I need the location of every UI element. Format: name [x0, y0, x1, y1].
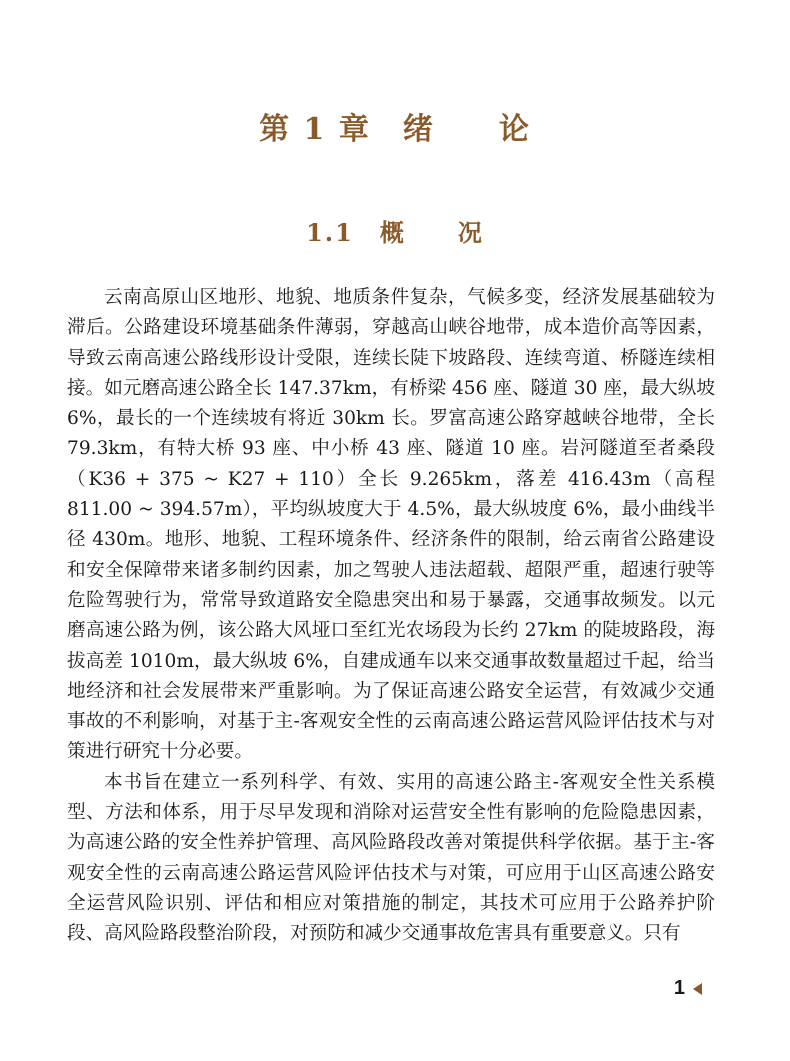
paragraph-2: 本书旨在建立一系列科学、有效、实用的高速公路主-客观安全性关系模型、方法和体系，用于尽早发现和消除对运营安全性有影响的危险隐患因素，为高速公路的安全性养护管理、高风险路段改善对策提供科学依据。基于主-客观安全性的云南高速公路运营风险评估技术与对策，可应用于山区高速公路安全运营风险识别、评估和相应对策措施的制定，其技术可应用于公路养护阶段、高风险路段整治阶段，对预防和减少交通事故危害具有重要意义。只有 — [67, 771, 715, 945]
page-footer — [674, 977, 702, 1000]
paragraph-1: 云南高原山区地形、地貌、地质条件复杂，气候多变，经济发展基础较为滞后。公路建设环境基础条件薄弱，穿越高山峡谷地带，成本造价高等因素，导致云南高速公路线形设计受限，连续长陡下坡路段、连续弯道、桥隧连续相接。如元磨高速公路全长 147.37km，有桥梁 456 座、隧道 30 座，最大纵坡 6%，最长的一个连续坡有将近 30km 长。罗富高速公路穿越峡谷地带，全长79.3km，有特大桥 93 座、中小桥 43 座、隧道 10 座。岩河隧道至者桑段（K36 + 375 ~ K27 + 110）全长 9.265km，落差 416.43m（高程 811.00 ~ 394.57m），平均纵坡度大于 4.5%，最大纵坡度 6%，最小曲线半径 430m。地形、地貌、工程环境条件、经济条件的限制，给云南省公路建设和安全保障带来诸多制约因素，加之驾驶人违法超载、超限严重，超速行驶等危险驾驶行为，常常导致道路安全隐患突出和易于暴露，交通事故频发。以元磨高速公路为例，该公路大风垭口至红光农场段为长约 27km 的陡坡路段，海拔高差 1010m，最大纵坡 6%，自建成通车以来交通事故数量超过千起，给当地经济和社会发展带来严重影响。为了保证高速公路安全运营，有效减少交通事故的不利影响，对基于主-客观安全性的云南高速公路运营风险评估技术与对策进行研究十分必要。 — [67, 287, 715, 763]
chapter-title: 第 1 章 绪 论 — [259, 112, 531, 147]
body-text — [67, 283, 715, 950]
page-number: 1 — [673, 977, 685, 999]
section-title: 1.1 概 况 — [306, 218, 484, 247]
left-triangle-icon — [693, 983, 702, 995]
